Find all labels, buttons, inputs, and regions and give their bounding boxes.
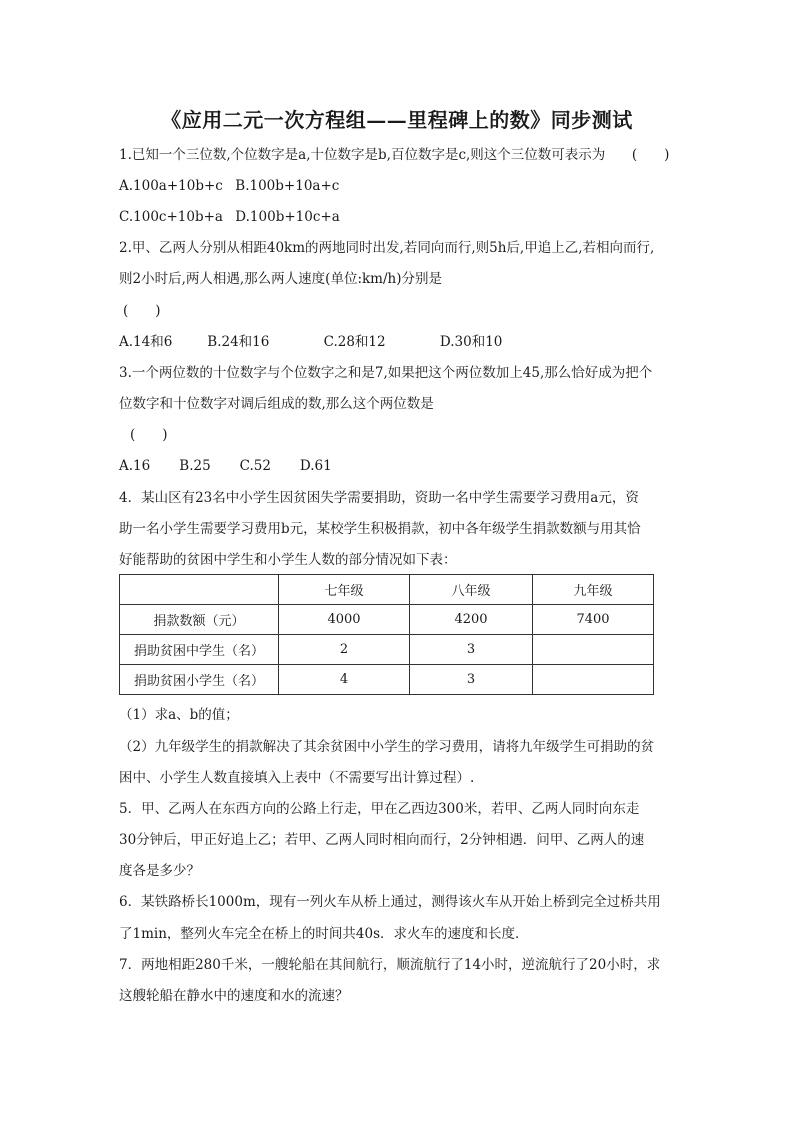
question-2-options	[119, 333, 502, 351]
question-1-option-a: A.100a+10b+c	[119, 178, 223, 194]
table-cell: 2	[279, 635, 410, 665]
question-3-options	[119, 457, 332, 475]
table-header-cell: 九年级	[533, 575, 654, 605]
question-2-line-2: 则2小时后,两人相遇,那么两人速度(单位:km/h)分别是	[119, 271, 442, 287]
question-1-stem-line	[119, 146, 669, 164]
table-cell: 3	[410, 635, 533, 665]
table-header-row	[120, 575, 654, 605]
table-cell	[533, 665, 654, 695]
question-4-sub-2-line-2: 困中、小学生人数直接填入上表中（不需要写出计算过程）.	[119, 770, 475, 786]
table-cell	[533, 635, 654, 665]
question-6-line-2: 了1min，整列火车完全在桥上的时间共40s．求火车的速度和长度．	[119, 926, 529, 942]
question-2-option-d: D.30和10	[439, 334, 503, 350]
question-7-line-1: 7．两地相距280千米，一艘轮船在其间航行，顺流航行了14小时，逆流航行了20小时，求	[119, 957, 661, 973]
question-4-line-2: 助一名小学生需要学习费用b元，某校学生积极捐款，初中各年级学生捐款数额与用其恰	[119, 521, 641, 537]
table-row-label: 捐助贫困中学生（名）	[120, 635, 279, 665]
question-1-option-d: D.100b+10c+a	[235, 209, 340, 225]
question-5-line-3: 度各是多少？	[119, 863, 200, 879]
page-title: 《应用二元一次方程组——里程碑上的数》同步测试	[161, 108, 633, 132]
table-row-label: 捐款数额（元）	[120, 605, 279, 635]
table-header-cell: 七年级	[279, 575, 410, 605]
question-2-option-a: A.14和6	[119, 334, 173, 350]
donation-table	[119, 574, 654, 695]
question-3-option-c: C.52	[239, 458, 271, 474]
question-3-bracket: ( )	[130, 427, 168, 443]
table-cell: 3	[410, 665, 533, 695]
question-1-options-row-2	[119, 208, 340, 226]
question-4-sub-2-line-1: （2）九年级学生的捐款解决了其余贫困中小学生的学习费用，请将九年级学生可捐助的贫	[119, 739, 655, 755]
table-cell: 7400	[533, 605, 654, 635]
question-3-option-b: B.25	[179, 458, 211, 474]
question-3-option-d: D.61	[299, 458, 332, 474]
question-2-line-1: 2.甲、乙两人分别从相距40km的两地同时出发,若同向而行,则5h后,甲追上乙,若相向而行,	[119, 240, 655, 256]
question-6-line-1: 6．某铁路桥长1000m，现有一列火车从桥上通过，测得该火车从开始上桥到完全过桥共用	[119, 894, 661, 910]
table-row	[120, 665, 654, 695]
question-1-option-b: B.100b+10a+c	[235, 178, 340, 194]
table-cell: 4000	[279, 605, 410, 635]
table-row-label: 捐助贫困小学生（名）	[120, 665, 279, 695]
question-2-option-b: B.24和16	[207, 334, 270, 350]
question-3-option-a: A.16	[119, 458, 151, 474]
table-row	[120, 635, 654, 665]
table-header-cell	[120, 575, 279, 605]
question-3-line-1: 3.一个两位数的十位数字与个位数字之和是7,如果把这个两位数加上45,那么恰好成为把个	[119, 365, 653, 381]
table-header-cell: 八年级	[410, 575, 533, 605]
question-4-sub-1: （1）求a、b的值；	[119, 707, 239, 723]
question-7-line-2: 这艘轮船在静水中的速度和水的流速？	[119, 988, 349, 1004]
question-2-option-c: C.28和12	[323, 334, 386, 350]
question-3-line-2: 位数字和十位数字对调后组成的数,那么这个两位数是	[119, 396, 434, 412]
table-row	[120, 605, 654, 635]
question-1-bracket: ( )	[631, 147, 670, 163]
question-5-line-2: 30分钟后，甲正好追上乙；若甲、乙两人同时相向而行，2分钟相遇．问甲、乙两人的速	[119, 832, 645, 848]
table-cell: 4200	[410, 605, 533, 635]
question-1-stem: 1.已知一个三位数,个位数字是a,十位数字是b,百位数字是c,则这个三位数可表示为	[119, 147, 606, 163]
question-4-line-1: 4．某山区有23名中小学生因贫困失学需要捐助，资助一名中学生需要学习费用a元，资	[119, 490, 639, 506]
question-5-line-1: 5．甲、乙两人在东西方向的公路上行走，甲在乙西边300米，若甲、乙两人同时向东走	[119, 801, 640, 817]
question-4-line-3: 好能帮助的贫困中学生和小学生人数的部分情况如下表：	[119, 552, 457, 568]
question-1-options-row-1	[119, 177, 339, 195]
table-cell: 4	[279, 665, 410, 695]
question-1-option-c: C.100c+10b+a	[119, 209, 223, 225]
question-2-bracket: ( )	[123, 303, 161, 319]
